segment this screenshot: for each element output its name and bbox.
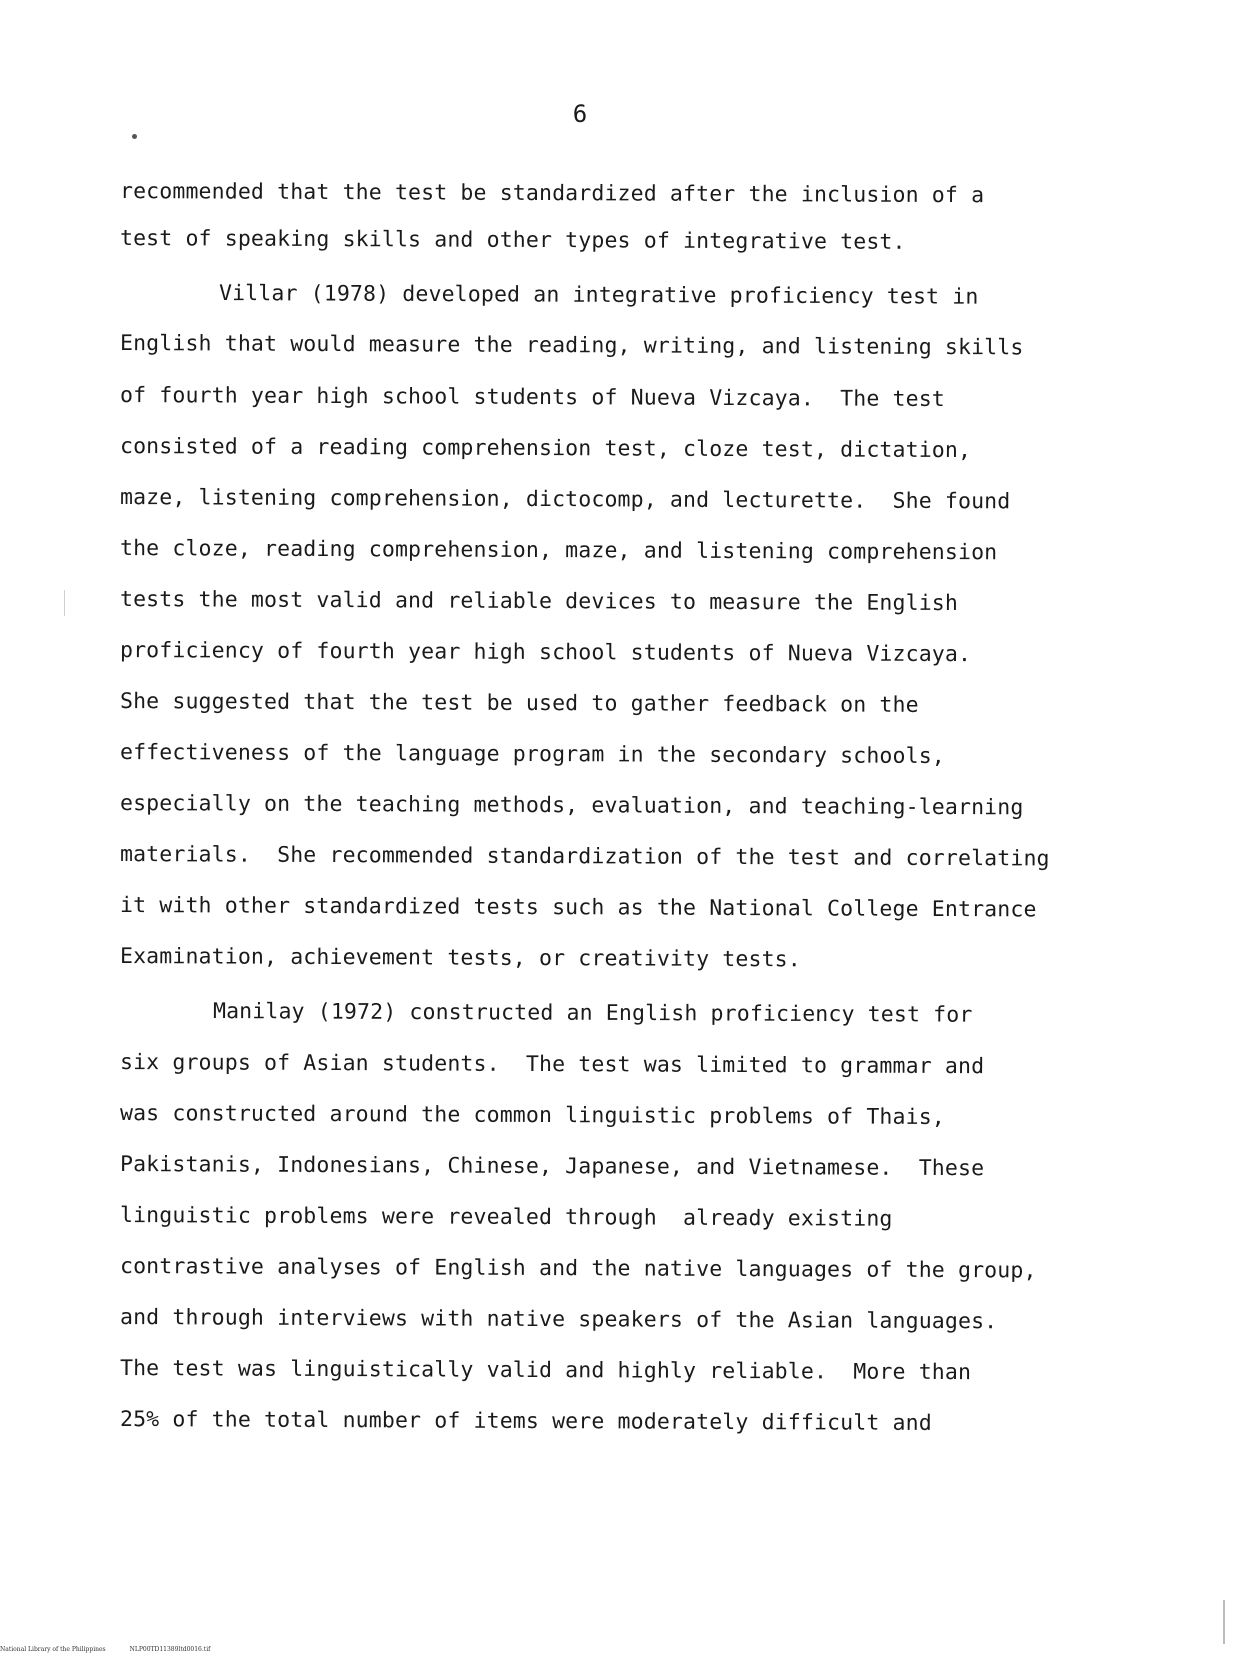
scan-footer xyxy=(0,1646,210,1653)
text-line: especially on the teaching methods, evaluation, and teaching-learning xyxy=(119,791,1024,821)
text-line: Manilay (1972) constructed an English proficiency test for xyxy=(212,999,973,1028)
page-number: 6 xyxy=(572,100,588,128)
text-line: contrastive analyses of English and the native languages of the group, xyxy=(119,1254,1037,1284)
text-line: of fourth year high school students of Nueva Vizcaya. The test xyxy=(119,383,945,413)
text-line: the cloze, reading comprehension, maze, and listening comprehension xyxy=(119,536,998,566)
text-line: proficiency of fourth year high school students of Nueva Vizcaya. xyxy=(119,638,972,668)
text-line: She suggested that the test be used to gather feedback on the xyxy=(119,689,919,718)
text-line: effectiveness of the language program in the secondary schools, xyxy=(119,740,945,770)
text-line: recommended that the test be standardized after the inclusion of a xyxy=(119,179,985,209)
text-line: and through interviews with native speakers of the Asian languages. xyxy=(119,1305,998,1335)
footer-file: NLP00TD11389ltd0016.tif xyxy=(129,1646,211,1653)
text-line: The test was linguistically valid and highly reliable. More than xyxy=(119,1356,972,1386)
text-line: 25% of the total number of items were moderately difficult and xyxy=(119,1407,932,1436)
text-line: was constructed around the common linguistic problems of Thais, xyxy=(119,1101,945,1131)
text-line: Pakistanis, Indonesians, Chinese, Japanese, and Vietnamese. These xyxy=(119,1152,985,1182)
text-line: linguistic problems were revealed through already existing xyxy=(119,1203,893,1232)
text-line: maze, listening comprehension, dictocomp, and lecturette. She found xyxy=(119,485,1011,515)
text-line: consisted of a reading comprehension test, cloze test, dictation, xyxy=(119,434,972,464)
text-line: it with other standardized tests such as the National College Entrance xyxy=(119,893,1037,923)
text-line: test of speaking skills and other types of integrative test. xyxy=(119,226,906,255)
footer-library: National Library of the Philippines xyxy=(0,1646,106,1653)
text-line: six groups of Asian students. The test was limited to grammar and xyxy=(119,1050,985,1080)
text-line: materials. She recommended standardization of the test and correlating xyxy=(119,842,1050,872)
text-line: Villar (1978) developed an integrative proficiency test in xyxy=(218,281,979,310)
text-line: English that would measure the reading, writing, and listening skills xyxy=(119,331,1024,361)
text-line: tests the most valid and reliable devices to measure the English xyxy=(119,587,959,617)
text-line: Examination, achievement tests, or creativity tests. xyxy=(119,944,801,973)
